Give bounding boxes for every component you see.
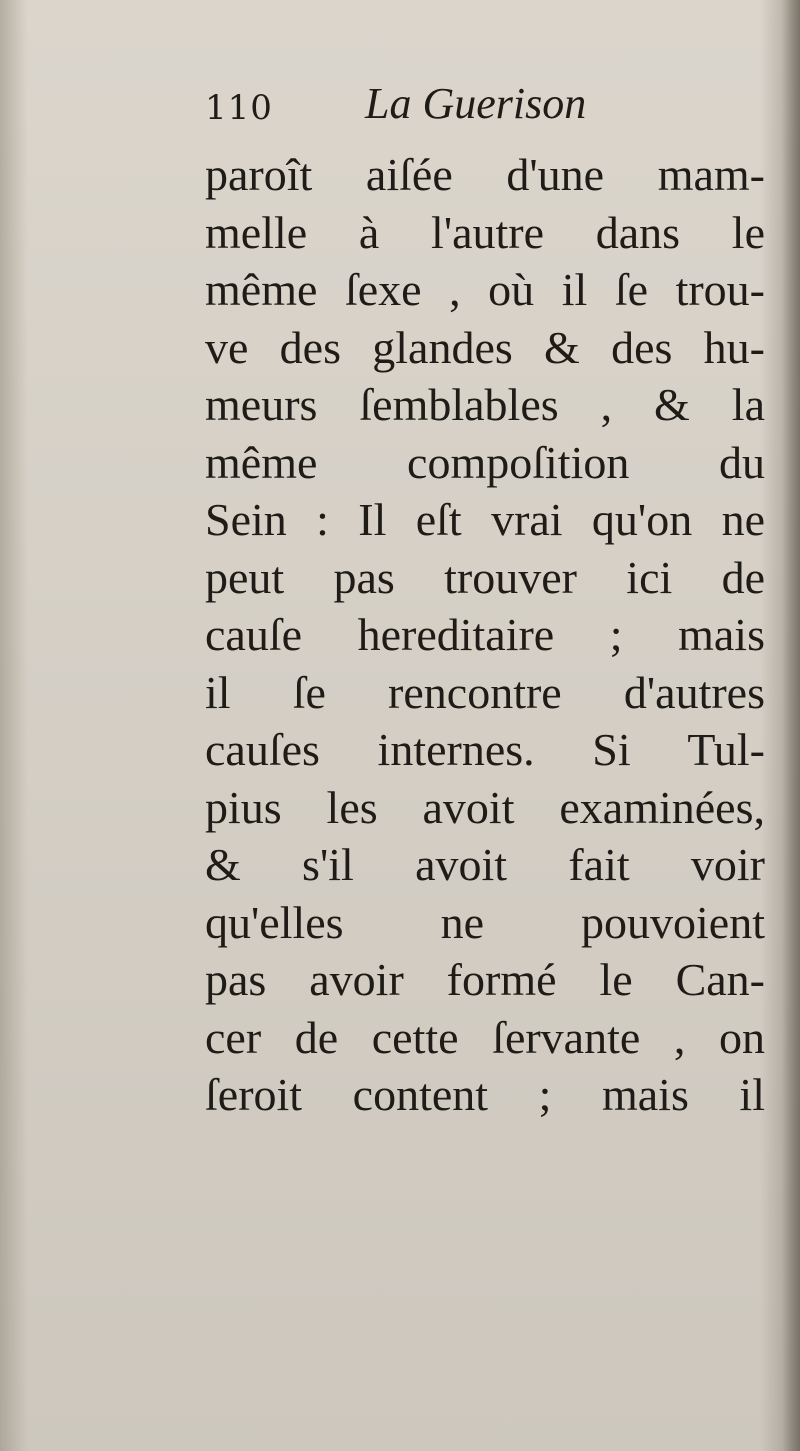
- text-line: ſeroit content ; mais il: [205, 1069, 765, 1120]
- text-line: ve des glandes & des hu-: [205, 321, 765, 373]
- text-line: melle à l'autre dans le: [205, 206, 765, 258]
- text-line: il ſe rencontre d'autres: [205, 666, 765, 718]
- page-header: [205, 78, 765, 138]
- text-line: & s'il avoit fait voir: [205, 839, 765, 890]
- text-line: pius les avoit examinées,: [205, 781, 765, 833]
- text-line: paroît aiſée d'une mam-: [205, 149, 765, 200]
- page-edge-shadow: [782, 0, 800, 1451]
- text-line: qu'elles ne pouvoient: [205, 896, 765, 948]
- page-number: 110: [205, 88, 273, 128]
- text-line: même ſexe , où il ſe trou-: [205, 264, 765, 315]
- text-line: Sein : Il eſt vrai qu'on ne: [205, 494, 765, 545]
- text-line: peut pas trouver ici de: [205, 551, 765, 603]
- text-line: cauſes internes. Si Tul-: [205, 724, 765, 775]
- body-text: [205, 146, 765, 1124]
- text-line: cauſe hereditaire ; mais: [205, 609, 765, 660]
- text-line: meurs ſemblables , & la: [205, 379, 765, 430]
- running-title: La Guerison: [365, 79, 587, 128]
- text-line: pas avoir formé le Can-: [205, 954, 765, 1005]
- text-line: cer de cette ſervante , on: [205, 1011, 765, 1063]
- text-line: même compoſition du: [205, 436, 765, 488]
